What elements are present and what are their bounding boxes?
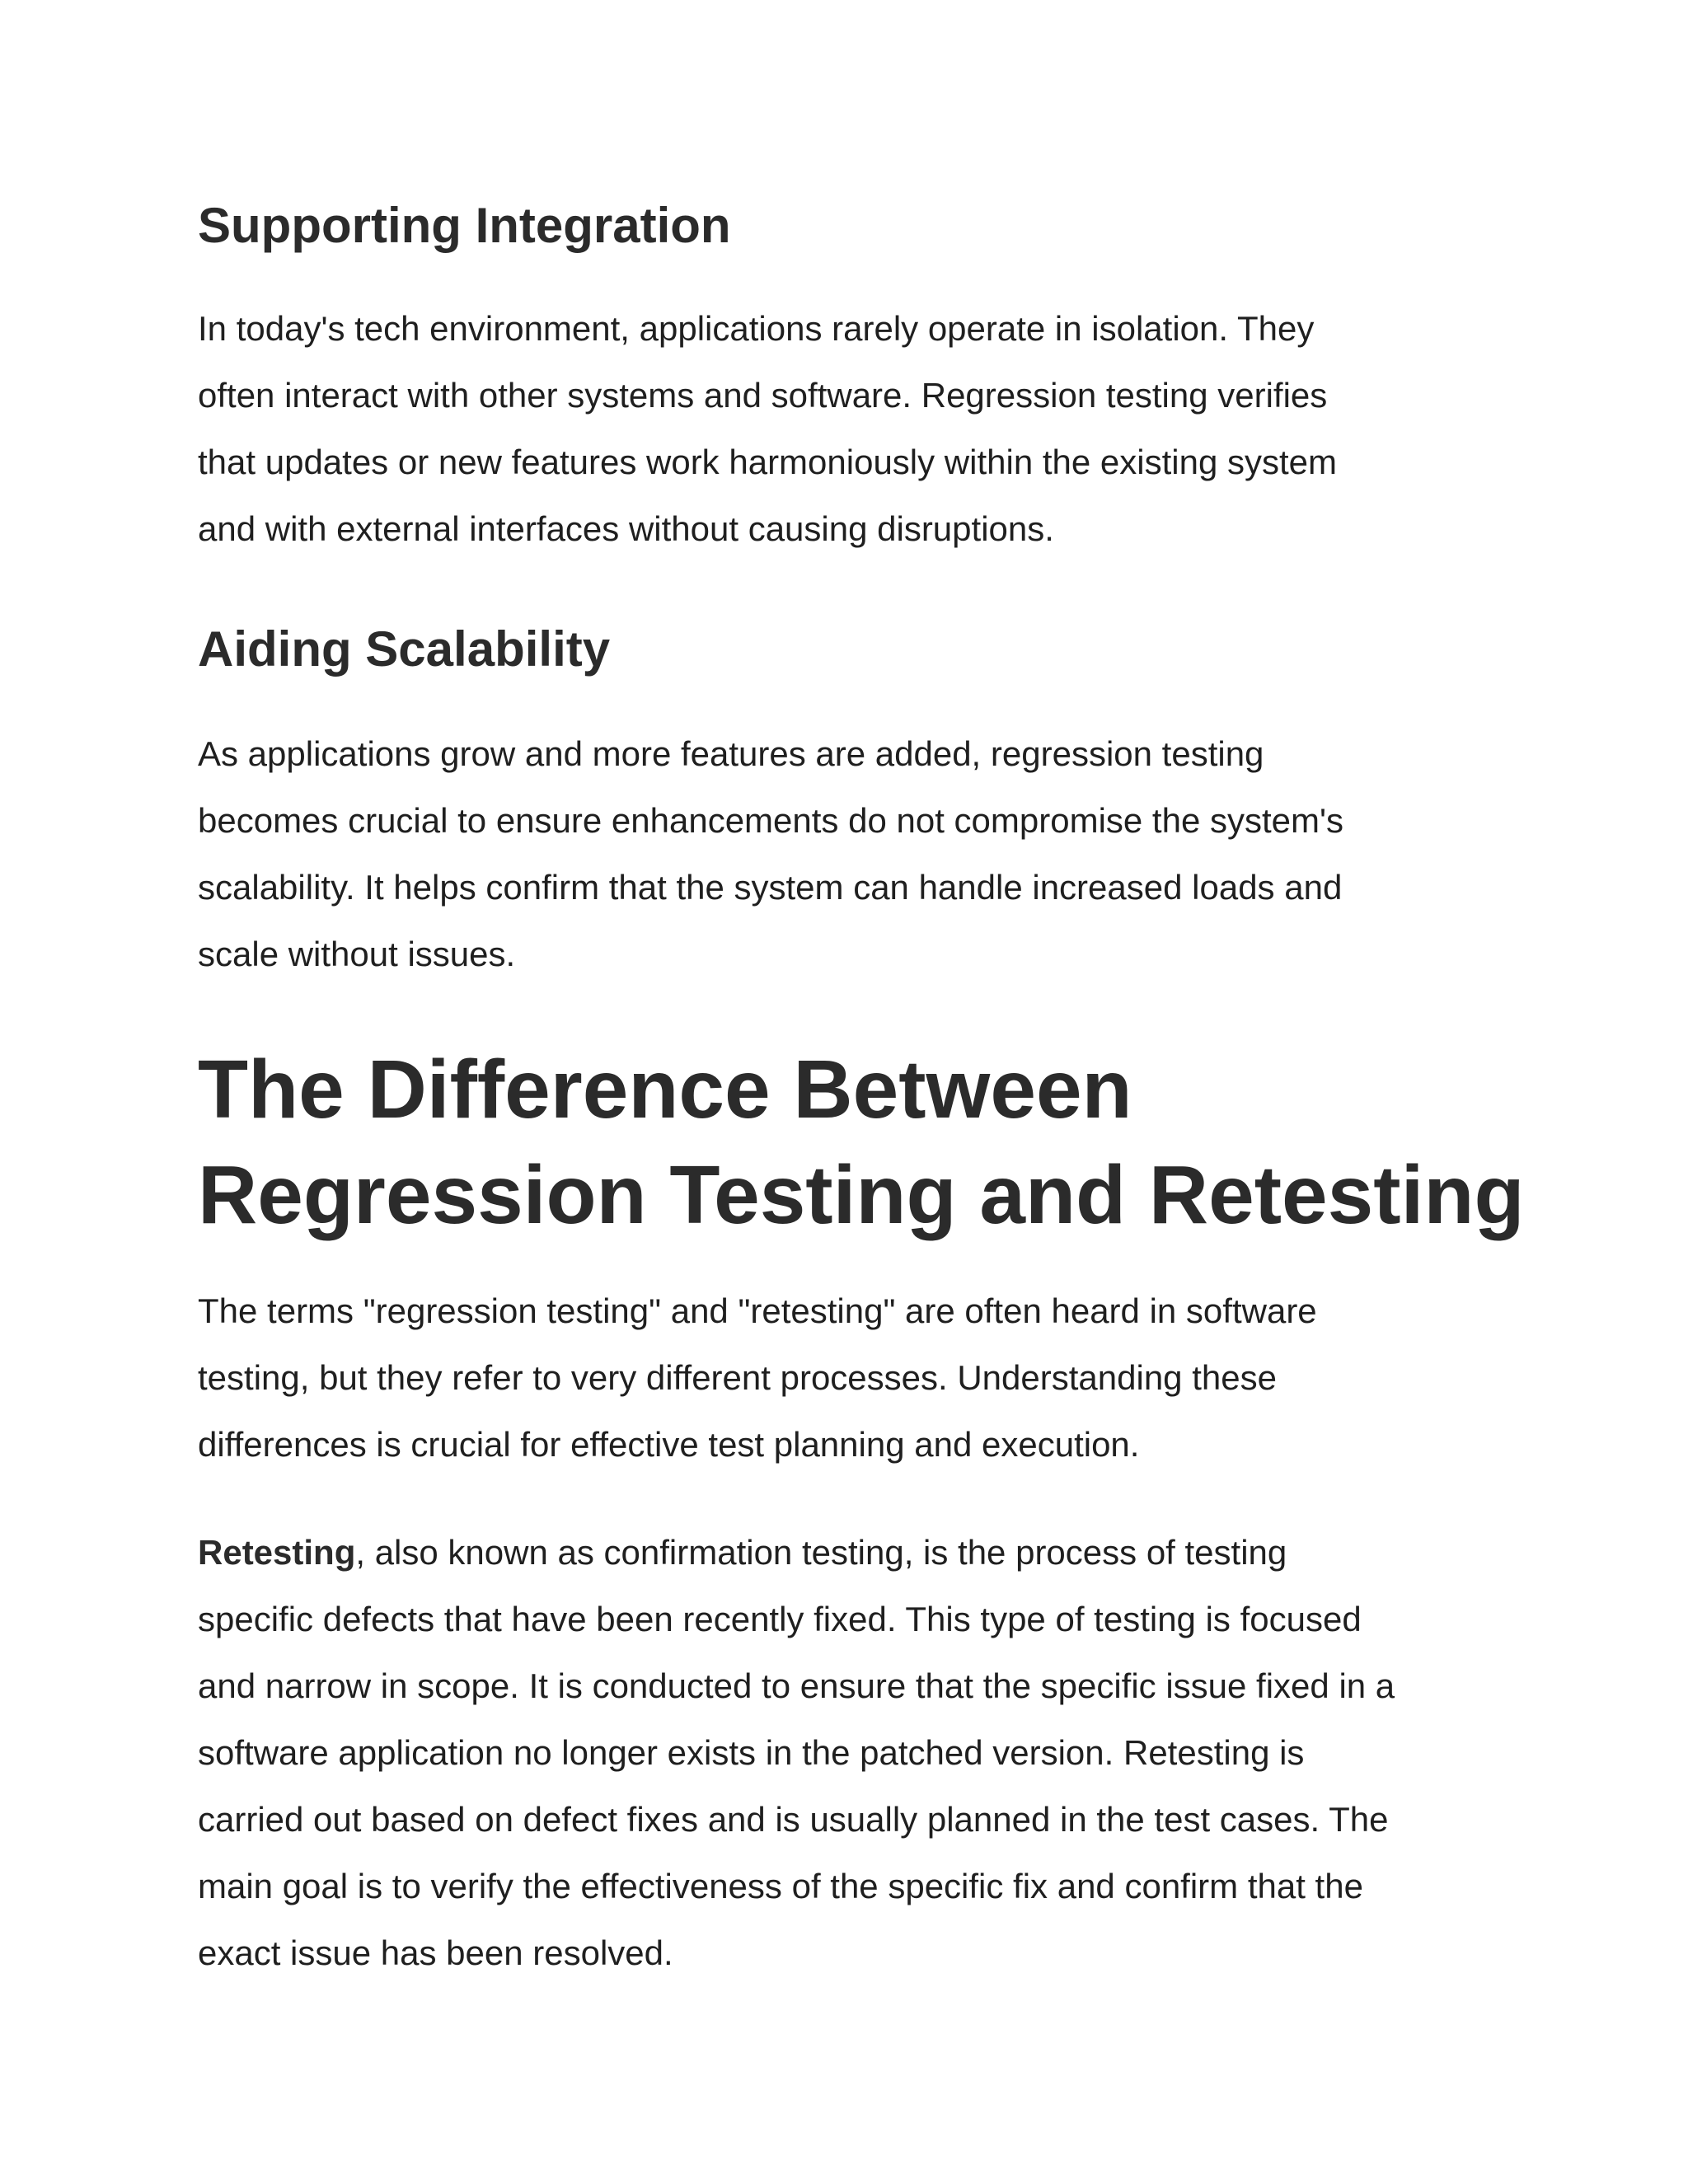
retesting-first-line-text: , also known as confirmation testing, is the process of testing [355, 1533, 1287, 1572]
retesting-term: Retesting [198, 1533, 356, 1572]
paragraph-line: exact issue has been resolved. [198, 1933, 673, 1972]
paragraph-line: that updates or new features work harmoniously within the existing system [198, 443, 1338, 481]
paragraph-line: scale without issues. [198, 935, 516, 973]
paragraph-line: and with external interfaces without causing disruptions. [198, 509, 1054, 548]
paragraph-aiding-scalability [198, 720, 1500, 987]
paragraph-line: main goal is to verify the effectiveness of the specific fix and confirm that the [198, 1867, 1363, 1905]
main-heading-line: The Difference Between [198, 1043, 1132, 1136]
main-heading-line: Regression Testing and Retesting [198, 1149, 1525, 1241]
paragraph-line: carried out based on defect fixes and is usually planned in the test cases. The [198, 1800, 1389, 1839]
paragraph-line: specific defects that have been recently fixed. This type of testing is focused [198, 1600, 1362, 1638]
section-heading-aiding-scalability: Aiding Scalability [198, 621, 611, 677]
paragraph-line: and narrow in scope. It is conducted to ensure that the specific issue fixed in a [198, 1666, 1395, 1705]
paragraph-line: In today's tech environment, applications rarely operate in isolation. They [198, 309, 1315, 348]
main-heading [198, 1037, 1525, 1248]
paragraph-line: often interact with other systems and software. Regression testing verifies [198, 376, 1328, 415]
paragraph-retesting [198, 1519, 1500, 1986]
paragraph-line: software application no longer exists in the patched version. Retesting is [198, 1733, 1305, 1772]
paragraph-line [198, 1519, 1500, 1586]
paragraph-supporting-integration [198, 295, 1500, 562]
paragraph-line: becomes crucial to ensure enhancements do not compromise the system's [198, 801, 1344, 840]
section-heading-supporting-integration: Supporting Integration [198, 198, 731, 253]
paragraph-line: As applications grow and more features are added, regression testing [198, 734, 1264, 773]
paragraph-line: differences is crucial for effective test planning and execution. [198, 1425, 1140, 1464]
paragraph-line: The terms "regression testing" and "retesting" are often heard in software [198, 1291, 1317, 1330]
paragraph-intro [198, 1277, 1500, 1478]
paragraph-line: testing, but they refer to very different processes. Understanding these [198, 1358, 1277, 1397]
paragraph-line: scalability. It helps confirm that the system can handle increased loads and [198, 868, 1343, 907]
